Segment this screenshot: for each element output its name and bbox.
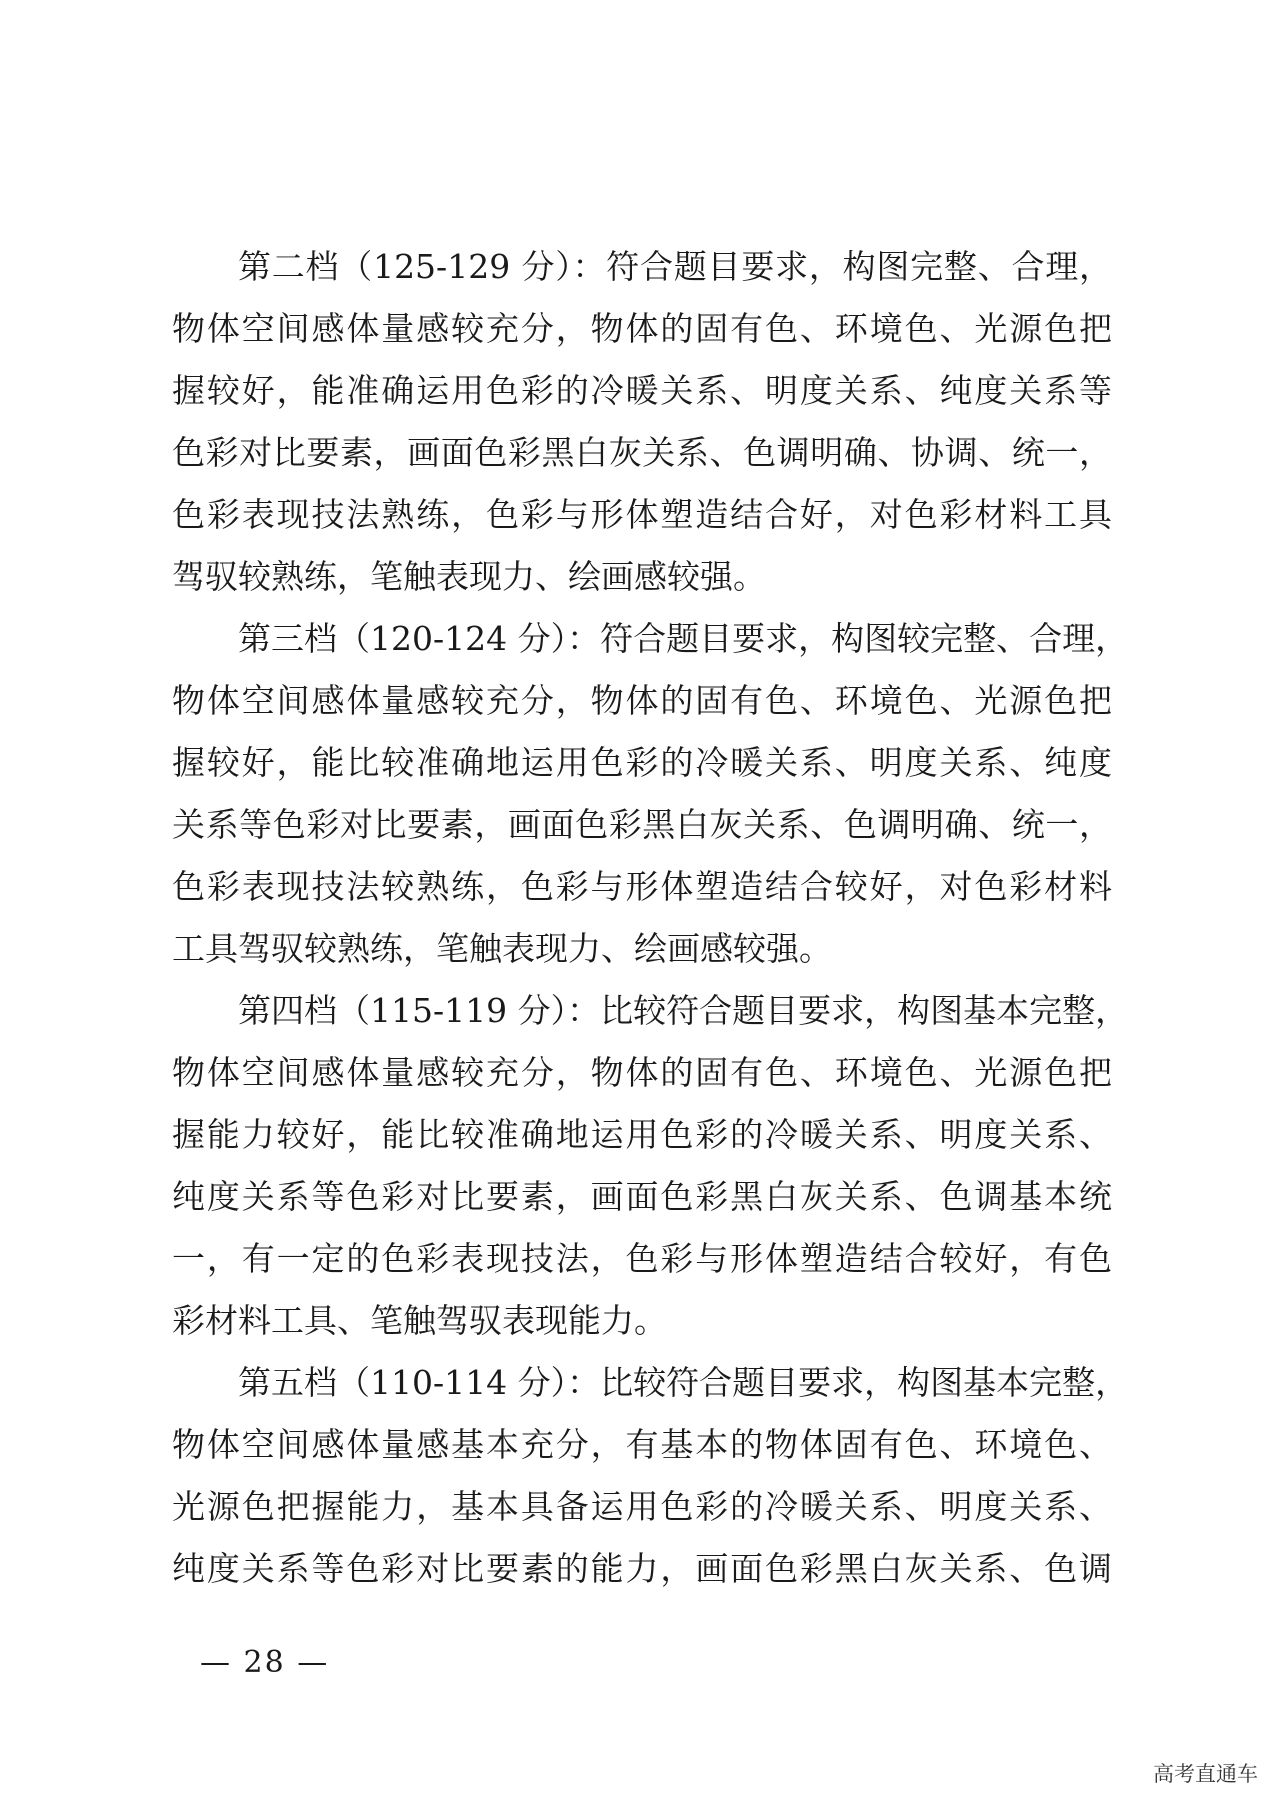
text-line: 握较好，能比较准确地运用色彩的冷暖关系、明度关系、纯度 bbox=[172, 743, 1112, 782]
paragraph-grade-5 bbox=[172, 1352, 1129, 1600]
paragraph-grade-2 bbox=[172, 236, 1112, 608]
text-line: 第三档（120-124 分）：符合题目要求，构图较完整、合理， bbox=[238, 619, 1129, 658]
text-line: 色彩对比要素，画面色彩黑白灰关系、色调明确、协调、统一， bbox=[172, 433, 1112, 472]
text-line: 一，有一定的色彩表现技法，色彩与形体塑造结合较好，有色 bbox=[172, 1239, 1112, 1278]
text-line: 握较好，能准确运用色彩的冷暖关系、明度关系、纯度关系等 bbox=[172, 371, 1112, 410]
watermark: 高考直通车 bbox=[1153, 1762, 1258, 1786]
text-line: 关系等色彩对比要素，画面色彩黑白灰关系、色调明确、统一， bbox=[172, 805, 1112, 844]
text-line: 工具驾驭较熟练，笔触表现力、绘画感较强。 bbox=[172, 929, 832, 968]
text-line: 驾驭较熟练，笔触表现力、绘画感较强。 bbox=[172, 557, 766, 596]
text-line: 第五档（110-114 分）：比较符合题目要求，构图基本完整， bbox=[238, 1363, 1129, 1402]
text-line: 光源色把握能力，基本具备运用色彩的冷暖关系、明度关系、 bbox=[172, 1487, 1112, 1526]
text-line: 物体空间感体量感基本充分，有基本的物体固有色、环境色、 bbox=[172, 1425, 1112, 1464]
text-line: 握能力较好，能比较准确地运用色彩的冷暖关系、明度关系、 bbox=[172, 1115, 1112, 1154]
text-line: 物体空间感体量感较充分，物体的固有色、环境色、光源色把 bbox=[172, 1053, 1112, 1092]
text-line: 物体空间感体量感较充分，物体的固有色、环境色、光源色把 bbox=[172, 309, 1112, 348]
text-line: 色彩表现技法较熟练，色彩与形体塑造结合较好，对色彩材料 bbox=[172, 867, 1112, 906]
text-line: 物体空间感体量感较充分，物体的固有色、环境色、光源色把 bbox=[172, 681, 1112, 720]
paragraph-grade-4 bbox=[172, 980, 1129, 1352]
text-line: 纯度关系等色彩对比要素的能力，画面色彩黑白灰关系、色调 bbox=[172, 1549, 1112, 1588]
paragraph-grade-3 bbox=[172, 608, 1129, 980]
text-line: 彩材料工具、笔触驾驭表现能力。 bbox=[172, 1301, 667, 1340]
document-body bbox=[172, 236, 1129, 1600]
page-number: — 28 — bbox=[200, 1645, 330, 1680]
text-line: 第四档（115-119 分）：比较符合题目要求，构图基本完整， bbox=[238, 991, 1129, 1030]
text-line: 纯度关系等色彩对比要素，画面色彩黑白灰关系、色调基本统 bbox=[172, 1177, 1112, 1216]
text-line: 色彩表现技法熟练，色彩与形体塑造结合好，对色彩材料工具 bbox=[172, 495, 1112, 534]
text-line: 第二档（125-129 分）：符合题目要求，构图完整、合理， bbox=[238, 247, 1112, 286]
